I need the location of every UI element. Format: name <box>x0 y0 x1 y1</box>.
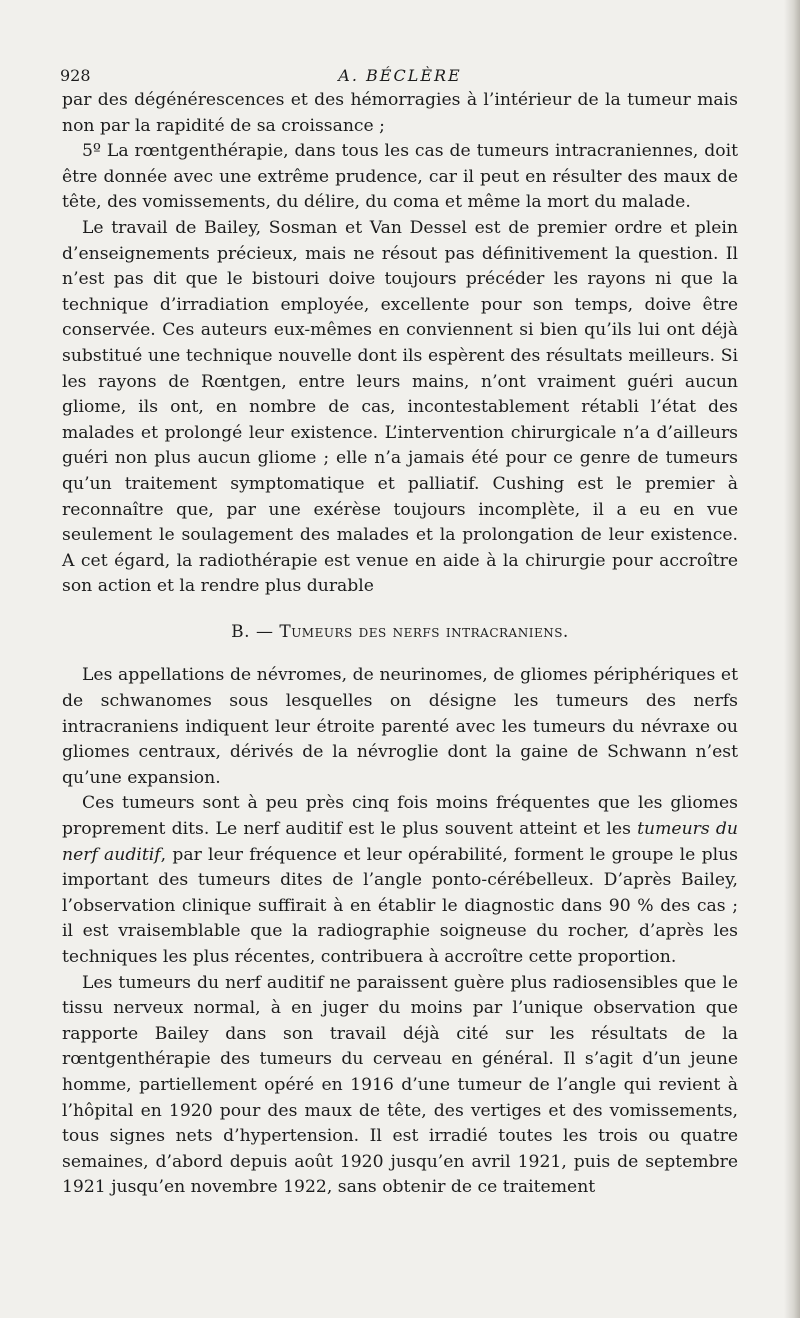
paragraph-bailey-discussion: Le travail de Bailey, Sosman et Van Dessel est de premier ordre et plein d’enseignements précieux, mais ne résout pas définitivement la question. Il n’est pas dit que le bistouri doive toujours précéder les rayons ni que la technique d’irradiation employée, excellente pour son temps, doive être conservée. Ces auteurs eux-mêmes en conviennent si bien qu’ils lui ont déjà substitué une technique nouvelle dont ils espèrent des résultats meilleurs. Si les rayons de Rœntgen, entre leurs mains, n’ont vraiment guéri aucun gliome, ils ont, en nombre de cas, incontestablement rétabli l’état des malades et prolongé leur existence. L’intervention chirurgicale n’a d’ailleurs guéri non plus aucun gliome ; elle n’a jamais été pour ce genre de tumeurs qu’un traitement symptomatique et palliatif. Cushing est le premier à reconnaître que, par une exérèse toujours incomplète, il a eu en vue seulement le soulagement des malades et la prolongation de leur existence. A cet égard, la radiothérapie est venue en aide à la chirurgie pour accroître son action et la rendre plus durable <box>62 217 738 597</box>
section-heading-b <box>62 620 738 646</box>
running-head <box>62 58 738 88</box>
page-number: 928 <box>60 66 91 85</box>
book-page <box>62 58 738 1201</box>
frequency-text-before: Ces tumeurs sont à peu près cinq fois moins fréquentes que les gliomes proprement dits. Le nerf auditif est le plus souvent atteint et les <box>62 793 738 840</box>
page-edge-shadow <box>784 0 800 1318</box>
section-letter: B. <box>231 621 251 642</box>
section-title: Tumeurs des nerfs intracraniens. <box>279 621 569 642</box>
body-text <box>62 88 738 1201</box>
paragraph-radiosensitivity: Les tumeurs du nerf auditif ne paraissent guère plus radiosensibles que le tissu nerveux normal, à en juger du moins par l’unique observation que rapporte Bailey dans son travail déjà cité sur les résultats de la rœntgenthérapie des tumeurs du cerveau en général. Il s’agit d’un jeune homme, partiellement opéré en 1916 d’une tumeur de l’angle qui revient à l’hôpital en 1920 pour des maux de tête, des vertiges et des vomissements, tous signes nets d’hypertension. Il est irradié toutes les trois ou quatre semaines, d’abord depuis août 1920 jusqu’en avril 1921, puis de septembre 1921 jusqu’en novembre 1922, sans obtenir de ce traitement <box>62 972 738 1198</box>
paragraph-frequency <box>62 791 738 970</box>
section-dash: — <box>255 621 274 642</box>
paragraph-conclusion-5: 5º La rœntgenthérapie, dans tous les cas de tumeurs intracraniennes, doit être donnée avec une extrême prudence, car il peut en résulter des maux de tête, des vomissements, du délire, du coma et même la mort du malade. <box>62 141 738 213</box>
frequency-text-italic: tumeurs du nerf auditif <box>62 819 738 865</box>
frequency-text-after: , par leur fréquence et leur opérabilité, forment le groupe le plus important des tumeurs dites de l’angle ponto-cérébelleux. D’après Bailey, l’observation clinique suffirait à en établir le diagnostic dans 90 % des cas ; il est vraisemblable que la radiographie soigneuse du rocher, d’après les techniques les plus récentes, contribuera à accroître cette proportion. <box>62 844 738 967</box>
running-head-author: A. BÉCLÈRE <box>338 66 462 85</box>
paragraph-continuation: par des dégénérescences et des hémorragies à l’intérieur de la tumeur mais non par la rapidité de sa croissance ; <box>62 90 738 136</box>
paragraph-appellations: Les appellations de névromes, de neurinomes, de gliomes périphériques et de schwanomes sous lesquelles on désigne les tumeurs des nerfs intracraniens indiquent leur étroite parenté avec les tumeurs du névraxe ou gliomes centraux, dérivés de la névroglie dont la gaine de Schwann n’est qu’une expansion. <box>62 665 738 788</box>
